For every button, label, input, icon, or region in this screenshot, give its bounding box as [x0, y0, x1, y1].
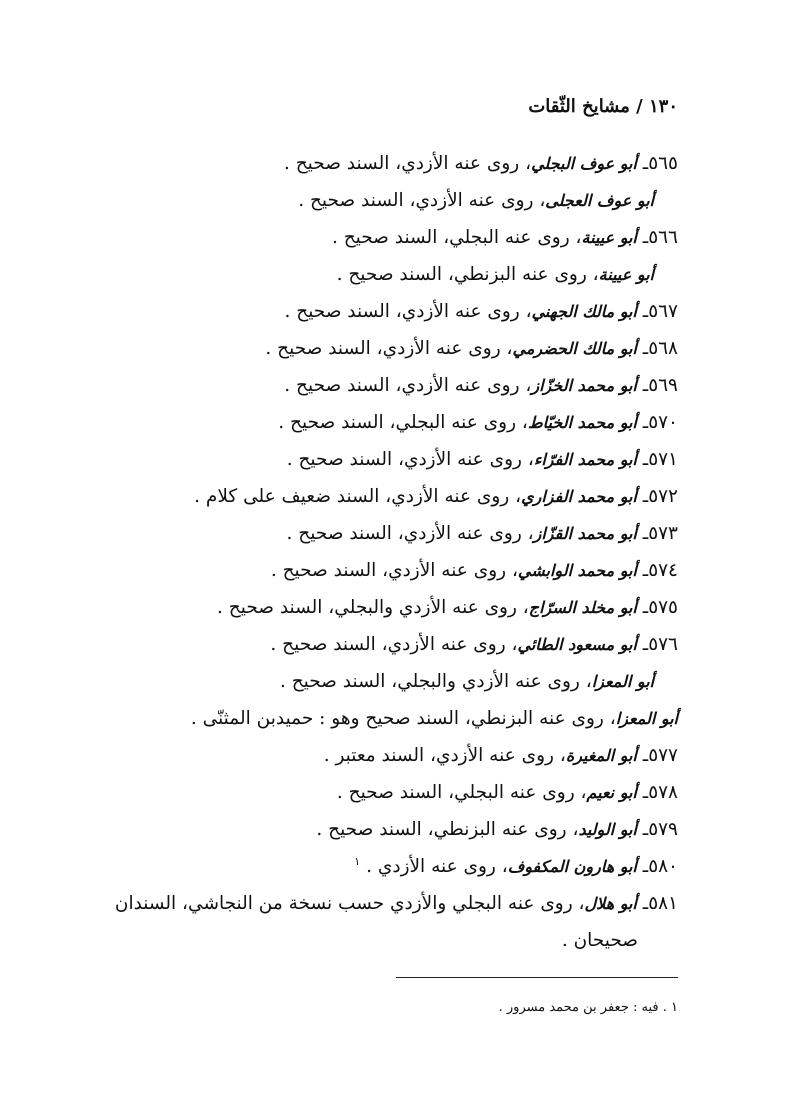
entry-576	[108, 626, 678, 663]
entry-572	[108, 478, 678, 515]
entry-number: ٥٧٣ـ	[642, 523, 678, 544]
entry-565	[108, 145, 678, 182]
entry-571	[108, 441, 678, 478]
narrator-name: أبو محمد الخزّاز	[531, 376, 637, 395]
narrator-name: أبو المعزا	[615, 709, 678, 728]
entry-text: ، روى عنه الأزدي والبجلي، السند صحيح .	[217, 597, 529, 618]
entry-text: ، روى عنه الأزدي، السند صحيح .	[270, 634, 518, 655]
entry-text: ، روى عنه الأزدي، السند صحيح .	[286, 523, 534, 544]
entry-number: ٥٦٥ـ	[642, 153, 678, 174]
entry-text: ، روى عنه الأزدي، السند صحيح .	[286, 449, 534, 470]
narrator-name: أبو محمد الوابشي	[517, 561, 637, 580]
entry-579	[108, 811, 678, 848]
entry-number: ٥٧٢ـ	[642, 486, 678, 507]
entry-number: ٥٧٧ـ	[642, 745, 678, 766]
narrator-name: أبو عيينة	[581, 228, 637, 247]
narrator-name: أبو محمد الفرّاء	[533, 450, 637, 469]
narrator-name: أبو المعزا	[591, 672, 654, 691]
footnote-marker[interactable]: ١	[354, 854, 361, 868]
entry-number: ٥٧١ـ	[642, 449, 678, 470]
entry-text: ، روى عنه البجلي والأزدي حسب نسخة من النجاشي، السندان	[114, 893, 585, 914]
narrator-name: أبو محمد الخيّاط	[527, 413, 637, 432]
narrator-name: أبو مالك الحضرمي	[512, 339, 637, 358]
page-header: ١٣٠ / مشايخ الثّقات	[528, 96, 678, 117]
narrator-name: أبو عوف العجلى	[545, 191, 654, 210]
entry-number: ٥٦٧ـ	[642, 301, 678, 322]
narrator-name: أبو مالك الجهني	[531, 302, 637, 321]
entry-text: ، روى عنه الأزدي، السند صحيح .	[284, 375, 532, 396]
narrator-name: أبو المغيرة	[565, 746, 637, 765]
entry-text: ، روى عنه البجلي، السند صحيح .	[278, 412, 528, 433]
entry-text: ، روى عنه الأزدي، السند صحيح .	[270, 560, 518, 581]
entry-573	[108, 515, 678, 552]
entry-text: ، روى عنه البجلي، السند صحيح .	[336, 782, 587, 803]
entry-number: ٥٦٨ـ	[642, 338, 678, 359]
entry-list	[108, 145, 678, 959]
entry-566	[108, 219, 678, 256]
narrator-name: أبو مسعود الطائي	[517, 635, 637, 654]
entry-number: ٥٧٠ـ	[642, 412, 678, 433]
entry-text: ، روى عنه الأزدي، السند صحيح .	[284, 301, 532, 322]
narrator-name: أبو الوليد	[578, 820, 637, 839]
entry-text: ، روى عنه الأزدي والبجلي، السند صحيح .	[279, 671, 592, 692]
entry-number: ٥٨١ـ	[642, 893, 678, 914]
entry-567	[108, 293, 678, 330]
entry-569	[108, 367, 678, 404]
narrator-name: أبو مخلد السرّاج	[528, 598, 637, 617]
entry-number: ٥٧٤ـ	[642, 560, 678, 581]
entry-577	[108, 737, 678, 774]
entry-number: ٥٧٦ـ	[642, 634, 678, 655]
narrator-name: أبو محمد الفزاري	[521, 487, 637, 506]
entry-581	[0, 885, 678, 959]
footnote-divider	[396, 977, 678, 978]
entry-sub	[108, 256, 678, 293]
entry-sub	[108, 182, 678, 219]
entry-text: ، روى عنه الأزدي، السند صحيح .	[298, 190, 546, 211]
narrator-name: أبو عوف البجلي	[531, 154, 637, 173]
entry-580	[108, 848, 678, 885]
entry-text: ، روى عنه الأزدي، السند صحيح .	[283, 153, 532, 174]
entry-574	[108, 552, 678, 589]
entry-continuation: صحيحان .	[561, 930, 638, 951]
entry-text: ، روى عنه البزنطي، السند صحيح .	[316, 819, 579, 840]
entry-number: ٥٧٥ـ	[642, 597, 678, 618]
entry-text: ، روى عنه الأزدي، السند صحيح .	[265, 338, 513, 359]
entry-text: ، روى عنه البزنطي، السند صحيح .	[336, 264, 599, 285]
entry-578	[108, 774, 678, 811]
entry-text: ، روى عنه البجلي، السند صحيح .	[331, 227, 582, 248]
entry-sub	[108, 663, 678, 700]
entry-text: ، روى عنه الأزدي .	[366, 856, 508, 877]
entry-number: ٥٨٠ـ	[642, 856, 678, 877]
entry-570	[108, 404, 678, 441]
entry-text: ، روى عنه الأزدي، السند معتبر .	[323, 745, 566, 766]
narrator-name: أبو نعيم	[586, 783, 637, 802]
entry-number: ٥٦٦ـ	[642, 227, 678, 248]
narrator-name: أبو محمد القزّاز	[533, 524, 637, 543]
narrator-name: أبو هلال	[584, 894, 637, 913]
narrator-name: أبو عيينة	[598, 265, 654, 284]
entry-number: ٥٦٩ـ	[642, 375, 678, 396]
entry-text: ، روى عنه البزنطي، السند صحيح وهو : حميدبن المثنّى .	[190, 708, 616, 729]
narrator-name: أبو هارون المكفوف	[507, 857, 637, 876]
entry-sub	[108, 700, 678, 737]
entry-568	[108, 330, 678, 367]
entry-text: ، روى عنه الأزدي، السند ضعيف على كلام .	[194, 486, 522, 507]
entry-575	[108, 589, 678, 626]
entry-number: ٥٧٨ـ	[642, 782, 678, 803]
footnote: ١ . فيه : جعفر بن محمد مسرور .	[498, 1000, 678, 1015]
entry-number: ٥٧٩ـ	[642, 819, 678, 840]
